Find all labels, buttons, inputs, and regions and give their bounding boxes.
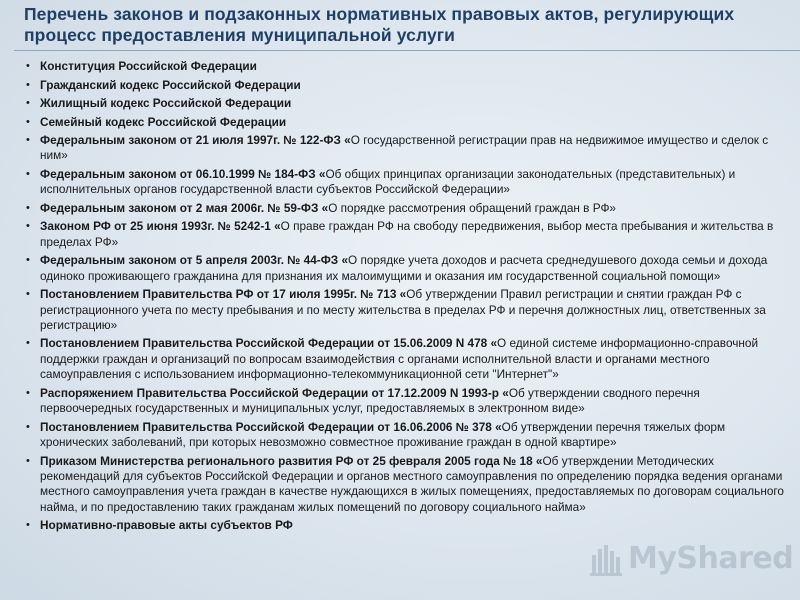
list-item-text: О государственной регистрации прав на недвижимое имущество и сделок с ним»	[40, 133, 769, 163]
list-item-text: Об утверждении сводного перечня первоочередных государственных и муниципальных услуг, предоставляемых в электронном виде»	[40, 385, 700, 416]
list-item	[24, 219, 786, 250]
list-item	[24, 133, 786, 164]
list-item-bold: Законом РФ от 25 июня 1993г. № 5242-1 «	[40, 219, 281, 234]
list-item-bold: Федеральным законом от 21 июля 1997г. № 122-ФЗ «	[40, 133, 351, 147]
list-item	[24, 201, 786, 216]
watermark-text: MyShared	[628, 541, 794, 576]
list-item-text: Об утверждении Правил регистрации и снятии граждан РФ с регистрационного учета по месту пребывания и по месту жительства в пределах РФ и перечня должностных лиц, ответственных за регистрацию»	[40, 287, 766, 332]
bullet-icon: •	[26, 97, 30, 109]
bullet-icon: •	[26, 254, 30, 267]
bullet-icon: •	[26, 519, 30, 532]
title-line-1: Перечень законов и подзаконных нормативных правовых актов, регулирующих	[24, 4, 735, 24]
list-item-bold: Постановлением Правительства Российской Федерации от 15.06.2009 N 478 «	[40, 336, 498, 351]
list-item-text: О праве граждан РФ на свободу передвижения, выбор места пребывания и жительства в пределах РФ»	[40, 219, 774, 249]
list-item	[24, 78, 786, 93]
list-item	[24, 253, 786, 284]
list-item	[24, 336, 786, 382]
bullet-icon: •	[26, 60, 30, 72]
bullet-icon: •	[26, 134, 30, 146]
list-item	[24, 287, 786, 333]
title-divider	[14, 50, 800, 51]
list-item	[24, 59, 786, 74]
bullet-icon: •	[26, 201, 30, 214]
list-item-bold: Жилищный кодекс Российской Федерации	[40, 96, 292, 110]
list-item-text: Об общих принципах организации законодательных (представительных) и исполнительных органов государственной власти субъектов Российской Федерации»	[40, 166, 736, 197]
list-item-bold: Нормативно-правовые акты субъектов РФ	[40, 518, 293, 533]
list-item-bold: Федеральным законом от 06.10.1999 № 184-ФЗ «	[40, 166, 326, 181]
list-item-bold: Федеральным законом от 5 апреля 2003г. № 44-ФЗ «	[40, 253, 349, 268]
bullet-icon: •	[26, 115, 30, 128]
bullet-icon: •	[26, 78, 30, 91]
list-item-bold: Федеральным законом от 2 мая 2006г. № 59-ФЗ «	[40, 200, 329, 215]
list-item-text: Об утверждении перечня тяжелых форм хронических заболеваний, при которых невозможно совместное проживание граждан в одной квартире»	[40, 419, 726, 450]
list-item	[24, 167, 786, 198]
list-item	[24, 115, 786, 130]
bullet-icon: •	[26, 454, 30, 467]
list-item	[24, 96, 786, 111]
watermark	[588, 535, 794, 585]
list-item-bold: Распоряжением Правительства Российской Федерации от 17.12.2009 N 1993-р «	[40, 385, 509, 400]
list-item	[24, 454, 786, 516]
bullet-icon: •	[26, 386, 30, 399]
list-item-bold: Конституция Российской Федерации	[40, 59, 257, 73]
bullet-icon: •	[26, 220, 30, 233]
myshared-logo-icon	[588, 541, 624, 577]
slide-title	[24, 4, 784, 46]
laws-list	[24, 59, 786, 537]
bullet-icon: •	[26, 420, 30, 433]
bullet-icon: •	[26, 167, 30, 180]
bullet-icon: •	[26, 288, 30, 301]
list-item-text: О единой системе информационно-справочной поддержки граждан и организаций по вопросам взаимодействия с органами исполнительной власти и органами местного самоуправления с использованием информационно-телекоммуникационной сети "Интернет"»	[40, 336, 759, 382]
list-item-text: О порядке учета доходов и расчета среднедушевого дохода семьи и дохода одиноко проживающего гражданина для признания их малоимущими и оказания им государственной социальной помощи»	[40, 253, 768, 283]
list-item-text: О порядке рассмотрения обращений граждан в РФ»	[328, 200, 616, 215]
bullet-icon: •	[26, 337, 30, 350]
list-item-bold: Семейный кодекс Российской Федерации	[40, 114, 287, 129]
list-item-text: Об утверждении Методических рекомендаций для субъектов Российской Федерации и органов местного самоуправления по определению порядка ведения органами местного самоуправления учета граждан в качестве нуждающихся в жилых помещениях, предоставляемых по договорам социального найма, и по предоставлению таких гражданам жилых помещений по договору социального найма»	[40, 453, 784, 514]
list-item-bold: Постановлением Правительства РФ от 17 июля 1995г. № 713 «	[40, 287, 407, 302]
list-item-bold: Гражданский кодекс Российской Федерации	[40, 77, 301, 92]
list-item	[24, 386, 786, 417]
title-line-2: процесс предоставления муниципальной услуги	[24, 25, 456, 45]
list-item-bold: Приказом Министерства регионального развития РФ от 25 февраля 2005 года № 18 «	[40, 453, 543, 468]
list-item	[24, 420, 786, 451]
list-item	[24, 518, 786, 533]
list-item-bold: Постановлением Правительства Российской Федерации от 16.06.2006 № 378 «	[40, 419, 502, 434]
